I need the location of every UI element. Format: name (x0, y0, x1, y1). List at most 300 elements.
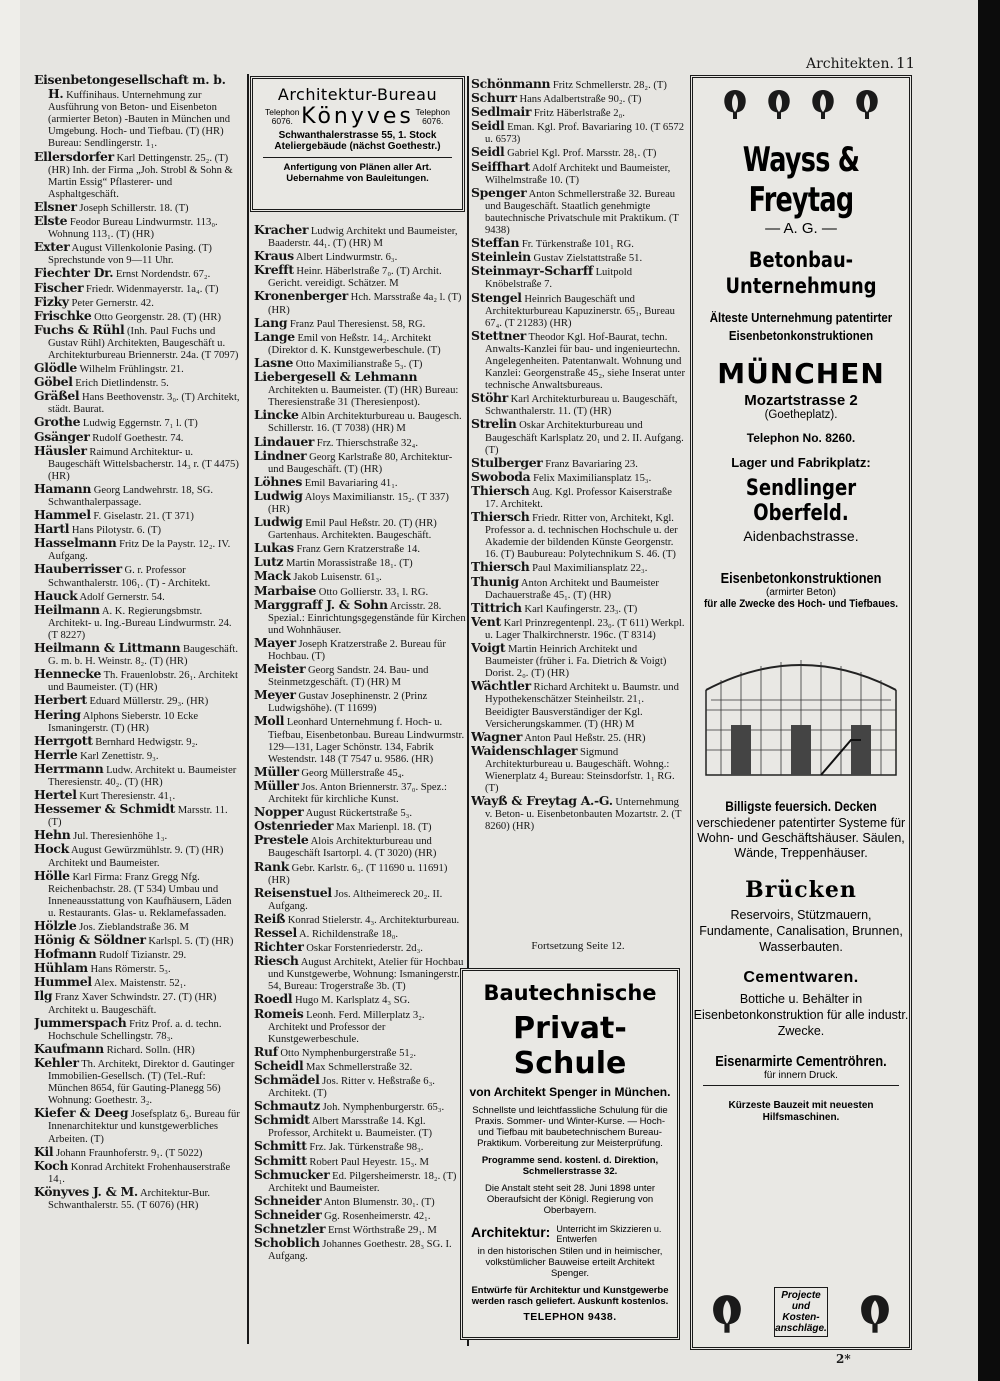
directory-entry (254, 224, 466, 250)
entry-details: A. Richildenstraße 18₀. (299, 928, 399, 940)
entry-details: Wilhelm Frühlingstr. 21. (79, 364, 184, 376)
entry-name: Glödle (34, 360, 78, 376)
armirter-beton: (armirter Beton) (765, 587, 836, 598)
directory-entry (254, 715, 466, 765)
directory-entry (254, 1114, 466, 1140)
entry-details: Frz. Jak. Türkenstraße 98₃. (309, 1142, 424, 1154)
entry-details: Friedr. Widenmayerstr. 1a₄. (T) (86, 283, 219, 295)
entry-name: Voigt (471, 640, 506, 656)
entry-details: Jul. Theresienhöhe 1₃. (73, 831, 168, 843)
entry-details: Feodor Bureau Lindwurmstr. 113₀. Wohnung 113₁. (T) (HR) (48, 217, 218, 241)
ad-bautechnische-privat-schule (460, 968, 680, 1340)
entry-details: Ed. Pilgersheimerstr. 18₂. (T) Architekt und Baumeister. (268, 1170, 457, 1194)
entry-name: Lang (254, 314, 288, 330)
entry-details: Richard Architekt u. Baumstr. und Hypothekenschätzer Steinheilstr. 21₁. Beeidigter Bausverständiger der Kgl. Versicherungskammer. (T) (HR) M (485, 682, 679, 730)
entry-details: Gustav Zielstattstraße 51. (533, 253, 643, 265)
entry-name: Heilmann (34, 601, 100, 617)
entry-details: Anton Architekt und Baumeister Dachauerstraße 45₁. (T) (HR) (485, 577, 659, 601)
entry-details: Martin Morassistraße 18₁. (T) (285, 558, 413, 570)
directory-entry (34, 668, 242, 694)
entry-name: Herbert (34, 692, 87, 708)
entry-name: Thunig (471, 573, 519, 589)
telephon-right: Telephon 6076. (415, 107, 450, 126)
school-paragraph-1: Schnellste und leichtfassliche Schulung für die Praxis. Sommer- und Winter-Kurse. — Hoch- und Tiefbau mit baubetechnischem Bureau-Praktikum. Vorbereitung zur Meisterprüfung. (472, 1105, 668, 1149)
directory-entry (254, 1237, 466, 1263)
directory-entry (34, 74, 242, 151)
entry-name: Rank (254, 858, 290, 874)
entry-details: Ludwig Architekt und Baumeister, Baaderstr. 44₁. (T) (HR) M (268, 226, 458, 250)
entry-details: Otto Gollierstr. 33₁ l. RG. (318, 586, 429, 598)
entry-details: August Villenkolonie Pasing. (T) Sprechstunde von 9—11 Uhr. (48, 243, 212, 267)
entry-name: Schneider (254, 1192, 322, 1208)
entry-details: Joseph Kratzerstraße 2. Bureau für Hochbau. (T) (268, 638, 446, 662)
entry-details: Ludw. Architekt u. Baumeister Theresienstr. 40₂. (T) (HR) (48, 764, 237, 788)
entry-name: Riesch (254, 953, 299, 969)
entry-details: Jos. Zieblandstraße 36. M (79, 922, 189, 933)
entry-name: Strelin (471, 416, 517, 432)
innern-druck: für innern Druck. (764, 1070, 838, 1081)
entry-name: Reiß (254, 910, 286, 926)
signature-mark: 2* (836, 1352, 851, 1366)
directory-entry (34, 642, 242, 668)
directory-entry (471, 418, 685, 456)
school-line-1: Bautechnische (483, 981, 657, 1005)
entry-name: Liebergesell & Lehmann (254, 369, 418, 385)
directory-entry (34, 1183, 242, 1212)
entry-name: Marggraff J. & Sohn (254, 596, 388, 612)
school-paragraph-4: in den historischen Stilen und in heimischer, volkstümlicher Bauweise erteilt Architekt Spenger. (477, 1246, 663, 1279)
architektur-label: Architektur: (471, 1224, 551, 1240)
entry-name: Steffan (471, 235, 520, 251)
entry-name: Hauck (34, 587, 78, 603)
entry-details: Albert Lindwurmstr. 6₃. (295, 252, 398, 264)
entry-details: Karl Prinzregentenpl. 23₀. (T 611) Werkpl. u. Lager Thalkirchnerstr. 196c. (T 8314) (485, 617, 685, 641)
entry-details: Rudolf Tizianstr. 29. (99, 950, 187, 962)
entry-name: Häusler (34, 442, 87, 458)
entry-name: Schmucker (254, 1166, 330, 1182)
entry-details: Emil von Heßstr. 14₂. Architekt (Direktor d. K. Kunstgewerbeschule. (T) (268, 332, 441, 356)
directory-entry (254, 834, 466, 860)
entry-name: Lindauer (254, 433, 315, 449)
entry-details: Heinrich Baugeschäft und Architekturbureau Kapuzinerstr. 65₁, Bureau 67₄. (T 21283) (HR) (485, 293, 675, 329)
entry-name: Schneider (254, 1206, 322, 1222)
entry-name: Fiechter Dr. (34, 265, 114, 281)
entry-name: Gräßel (34, 388, 80, 404)
entry-name: Ostenrieder (254, 818, 334, 834)
ad-title: Architektur-Bureau (277, 85, 438, 104)
entry-name: Kaufmann (34, 1040, 104, 1056)
entry-details: Jos. Altheimereck 20₂. II. Aufgang. (268, 888, 443, 912)
entry-details: Rudolf Goethestr. 74. (92, 432, 184, 444)
directory-entry (471, 795, 685, 833)
entry-details: Fritz Häberlstraße 2₀. (533, 108, 625, 120)
entry-details: Gustav Josephinenstr. 2 (Prinz Ludwigshöhe). (T 11699) (268, 691, 428, 715)
entry-details: Gebr. Karlstr. 6₃. (T 11690 u. 11691) (HR) (268, 862, 448, 886)
directory-entry (254, 516, 466, 542)
entry-name: Stettner (471, 327, 527, 343)
directory-entry (34, 706, 242, 735)
entry-name: Kiefer & Deeg (34, 1105, 129, 1121)
entry-details: Eman. Kgl. Prof. Bavariaring 10. (T 6572 u. 6573) (485, 122, 685, 146)
firm-name: Wayss & Freytag (742, 140, 860, 220)
projecte-kostenanschlaege: Projecte und Kosten-anschläge. (774, 1287, 828, 1337)
entry-name: Schnetzler (254, 1221, 326, 1237)
entry-details: Hans Pilotystr. 6. (T) (71, 525, 162, 537)
entry-details: Fritz Prof. a. d. techn. Hochschule Schellingstr. 78₃. (48, 1018, 222, 1042)
entry-name: Koch (34, 1157, 69, 1173)
entry-details: Anton Blumenstr. 30₁. (T) (323, 1196, 435, 1208)
ad-wayss-freytag (690, 75, 912, 1350)
entry-name: Seiffhart (471, 158, 530, 174)
entry-details: Max Marienpl. 18. (T) (335, 822, 432, 834)
entry-details: Raimund Architektur- u. Baugeschäft Wittelsbacherstr. 14₃ r. (T 4475) (HR) (48, 446, 239, 482)
telephon-left: Telephon 6076. (265, 107, 300, 126)
entry-name: Lutz (254, 554, 284, 570)
directory-entry (471, 680, 685, 730)
ornament-icon (808, 86, 838, 120)
entry-name: Romeis (254, 1005, 304, 1021)
directory-entry (471, 599, 685, 616)
entry-details: Gg. Rosenheimerstr. 42₁. (324, 1210, 431, 1222)
entry-name: Grothe (34, 414, 81, 430)
entry-name: Herrmann (34, 760, 104, 776)
entry-name: Schönmann (471, 78, 551, 91)
entry-details: Leonh. Ferd. Millerplatz 3₂. Architekt und Professor der Kunstgewerbeschule. (268, 1009, 425, 1045)
entry-details: Joh. Nymphenburgerstr. 65₃. (322, 1102, 445, 1114)
entry-details: Alex. Maistenstr. 52₁. (93, 978, 187, 990)
entry-name: Göbel (34, 374, 73, 390)
directory-entry (254, 596, 466, 637)
billigste-decken: Billigste feuersich. Decken (725, 798, 877, 814)
directory-entry (471, 742, 685, 795)
entry-name: Prestele (254, 832, 309, 848)
entry-name: Schmitt (254, 1138, 307, 1154)
entry-name: Nopper (254, 804, 304, 820)
entry-name: Hölle (34, 867, 70, 883)
entry-name: Ruf (254, 1043, 278, 1059)
entry-name: Meister (254, 661, 306, 677)
reservoirs-list: Reservoirs, Stützmauern, Fundamente, Canalisation, Brunnen, Wasserbauten. (699, 908, 903, 954)
school-paragraph-3: Die Anstalt steht seit 28. Juni 1898 unter Oberaufsicht der Königl. Regierung von Oberbayern. (484, 1183, 656, 1216)
directory-entry (34, 442, 242, 483)
entry-details: Aug. Kgl. Professor Kaiserstraße 17. Architekt. (485, 486, 672, 510)
directory-entry (34, 390, 242, 416)
sendlinger-oberfeld: Sendlinger Oberfeld. (745, 476, 857, 526)
entry-details: Hans Römerstr. 5₃. (90, 964, 171, 976)
directory-entry (254, 634, 466, 663)
entry-details: Hch. Marsstraße 4a₂ l. (T) (HR) (268, 292, 462, 316)
entry-details: Franz Paul Theresienst. 58, RG. (289, 318, 426, 330)
entry-details: Otto Nymphenburgerstraße 51₂. (280, 1047, 417, 1059)
entry-name: Ludwig (254, 514, 303, 530)
directory-entry (34, 867, 242, 920)
entry-name: Lindner (254, 447, 307, 463)
school-paragraph-5: Entwürfe für Architektur und Kunstgewerbe werden rasch geliefert. Auskunft kostenlos. (471, 1285, 669, 1307)
entry-details: Fr. Türkenstraße 101₁ RG. (521, 239, 634, 251)
entry-name: Schmautz (254, 1098, 321, 1114)
entry-name: Stulberger (471, 454, 543, 470)
entry-name: Stengel (471, 289, 522, 305)
entry-name: Lukas (254, 540, 294, 556)
directory-entry (34, 1157, 242, 1186)
cementwaren: Cementwaren. (743, 969, 859, 986)
directory-entry (254, 689, 466, 715)
entry-name: Schmitt (254, 1152, 307, 1168)
entry-details: Franz Bavariaring 23. (545, 458, 638, 470)
entry-name: Hummel (34, 974, 92, 990)
entry-details: F. Giselastr. 21. (T 371) (93, 511, 194, 523)
ornament-row-top (693, 86, 909, 120)
directory-entry (254, 409, 466, 435)
entry-name: Hönig & Söldner (34, 932, 146, 948)
entry-name: Fuchs & Rühl (34, 321, 125, 337)
entry-details: Konrad Stielerstr. 4₃. Architekturbureau. (287, 914, 460, 926)
directory-entry (254, 1005, 466, 1046)
note-1: Anfertigung von Plänen aller Art. (283, 162, 432, 173)
entry-name: Kil (34, 1143, 54, 1159)
entry-name: Müller (254, 763, 299, 779)
directory-entry (471, 184, 685, 237)
entry-details: Georg Sandstr. 24. Bau- und Steinmetzgeschäft. (T) (HR) M (268, 665, 429, 689)
entry-name: Elsner (34, 198, 77, 214)
entry-details: Georg Müllerstraße 45₄. (301, 767, 405, 779)
directory-entry (34, 148, 242, 201)
entry-details: Georg Karlstraße 80, Architektur- und Baugeschäft. (T) (HR) (268, 451, 453, 475)
directory-entry (254, 1074, 466, 1100)
entry-details: Ernst Wörthstraße 29₁. M (327, 1225, 437, 1237)
entry-details: Fritz De la Paystr. 12₂. IV. Aufgang. (48, 539, 231, 563)
entry-details: Hugo M. Karlsplatz 4₃ SG. (294, 995, 410, 1007)
firm-ag: — A. G. — (765, 220, 837, 237)
entry-details: Emil Bavariaring 41₁. (304, 477, 398, 489)
entry-details: Johannes Goethestr. 28₃ SG. I. Aufgang. (268, 1239, 452, 1263)
entry-details: Marsstr. 11. (T) (48, 805, 228, 829)
directory-column-3 (471, 78, 685, 948)
entry-details: Albin Architekturbureau u. Baugesch. Schillerstr. 16. (T 7038) (HR) M (268, 411, 462, 435)
entry-name: Meyer (254, 687, 296, 703)
previous-page-edge (0, 0, 22, 1381)
entry-name: Kraus (254, 248, 294, 264)
continuation-note: Fortsetzung Seite 12. (531, 940, 625, 952)
directory-entry (34, 1014, 242, 1043)
entry-name: Hühlam (34, 960, 88, 976)
entry-details: Georg Landwehrstr. 18, SG. Schwanthalerpassage. (48, 484, 214, 508)
entry-name: Gsänger (34, 428, 90, 444)
directory-entry (254, 487, 466, 516)
directory-entry (34, 990, 242, 1016)
verschiedener-systeme: verschiedener patentirter Systeme für Wohn- und Geschäftshäuser. Säulen, Wände, Treppenhäuser. (696, 816, 906, 860)
entry-details: Johann Fraunhoferstr. 9₁. (T 5022) (55, 1147, 203, 1159)
entry-details: Th. Frauenlobstr. 26₁. Architekt und Baumeister. (T) (HR) (48, 670, 238, 694)
directory-entry (471, 511, 685, 561)
directory-entry (254, 371, 466, 409)
entry-details: Sigmund Architekturbureau u. Baugeschäft. Wohng.: Wienerplatz 4₂ Bureau: Steinsdorfstr. 1₁ RG. (T) (485, 746, 675, 795)
cementroehren: Eisenarmirte Cementröhren. (715, 1053, 887, 1070)
entry-details: Frz. Thierschstraße 32₄. (316, 437, 418, 449)
directory-entry (471, 120, 685, 146)
directory-entry (34, 480, 242, 509)
ornament-icon (764, 86, 794, 120)
fuer-alle-zwecke: für alle Zwecke des Hoch- und Tiefbaues. (703, 598, 899, 610)
entry-name: Frischke (34, 307, 92, 323)
ad-architektur-bureau-koenyves (250, 76, 465, 212)
directory-entry (34, 803, 242, 829)
entry-details: Albert Marsstraße 14. Kgl. Professor, Architekt u. Baumeister. (T) (268, 1116, 433, 1140)
directory-entry (471, 573, 685, 602)
entry-name: Hofmann (34, 946, 97, 962)
entry-details: Hans Beethovenstr. 3₀. (T) Architekt, städt. Baurat. (48, 392, 240, 416)
entry-details: August Gewürzmühlstr. 9. (T) (HR) Architekt und Baumeister. (48, 845, 224, 869)
entry-details: Peter Gernerstr. 42. (71, 297, 154, 309)
entry-name: Schoblich (254, 1235, 320, 1251)
entry-details: Th. Architekt, Direktor d. Gautinger Immobilien-Gesellsch. (T) (Tel.-Ruf: München 8654, für Gauting-Planegg 56) Wohnung: Goethestr. 3₂. (48, 1058, 235, 1107)
directory-entry (254, 290, 466, 316)
entry-name: Schurr (471, 90, 517, 106)
entry-details: Jos. Ritter v. Heßstraße 6₃. Architekt. (T) (268, 1076, 435, 1100)
entry-details: A. K. Regierungsbmstr. Architekt- u. Ing.-Bureau Lindwurmstr. 24. (T 8227) (48, 605, 232, 641)
entry-details: Franz Xaver Schwindstr. 27. (T) (HR) Architekt u. Baugeschäft. (48, 992, 217, 1016)
entry-details: Kurt Theresienstr. 41₁. (79, 791, 176, 803)
entry-name: Swoboda (471, 468, 531, 484)
entry-name: Hering (34, 706, 81, 722)
directory-entry (471, 482, 685, 511)
entry-name: Jummerspach (34, 1014, 127, 1030)
entry-details: Alois Architekturbureau und Baugeschäft Isartorpl. 4. (T 3020) (HR) (268, 836, 437, 860)
entry-name: Hauberrisser (34, 561, 122, 577)
entry-name: Moll (254, 713, 285, 729)
divider (263, 157, 452, 158)
entry-details: Karl Zenettistr. 9₃. (80, 750, 159, 762)
entry-details: Richard. Solln. (HR) (106, 1044, 195, 1056)
architektur-side: Unterricht im Skizzieren u. Entwerfen (556, 1224, 662, 1244)
firm-name: Könyves (301, 104, 414, 129)
entry-name: Richter (254, 939, 304, 955)
section-title: Architekten. (806, 56, 894, 72)
directory-entry (34, 601, 242, 642)
directory-entry (254, 542, 466, 556)
entry-name: Steinlein (471, 249, 531, 265)
entry-name: Ilg (34, 988, 53, 1004)
entry-name: Steinmayr-Scharff (471, 263, 593, 279)
telephon: Telephon No. 8260. (746, 431, 856, 445)
entry-name: Hertel (34, 787, 77, 803)
entry-details: Aloys Maximilianstr. 15₂. (T 337) (HR) (268, 491, 449, 515)
entry-details: Karl Firma: Franz Gregg Nfg. Reichenbachstr. 28. (T 534) Umbau und Inneneausstattung von Kaufhäusern, Läden u. Restaurants. Glas- u. Reklamefassaden. (48, 871, 232, 919)
entry-name: Fischer (34, 279, 84, 295)
directory-entry (34, 215, 242, 241)
entry-name: Vent (471, 613, 501, 629)
entry-details: Oskar Forstenriederstr. 2d₃. (306, 943, 423, 955)
entry-name: Wayß & Freytag A.-G. (471, 793, 613, 809)
directory-entry (254, 447, 466, 476)
entry-name: Stöhr (471, 390, 508, 406)
directory-entry (254, 884, 466, 913)
entry-name: Kehler (34, 1054, 79, 1070)
entry-name: Thiersch (471, 559, 530, 575)
entry-name: Herrle (34, 746, 78, 762)
entry-details: Otto Maximilianstraße 5₃. (T) (295, 358, 423, 370)
entry-details: Joseph Schillerstr. 18. (T) (79, 202, 189, 214)
entry-name: Spenger (471, 184, 527, 200)
entry-details: Unternehmung v. Beton- u. Eisenbetonbauten Mozartstr. 2. (T 8260) (HR) (485, 797, 682, 833)
directory-entry (34, 321, 242, 362)
entry-name: Heilmann & Littmann (34, 640, 181, 656)
entry-details: Gabriel Kgl. Prof. Marsstr. 28₁. (T) (507, 148, 657, 160)
entry-details: Adolf Gernerstr. 54. (79, 591, 165, 603)
entry-name: Schmidt (254, 1112, 310, 1128)
aidenbachstrasse: Aidenbachstrasse. (743, 528, 859, 544)
entry-name: Thiersch (471, 509, 530, 525)
entry-details: Fritz Schmellerstr. 28₂. (T) (552, 80, 667, 91)
directory-entry (471, 642, 685, 680)
architektur-row (463, 1216, 677, 1244)
entry-name: Eisenbetongesellschaft m. b. H. (34, 74, 226, 102)
city: MÜNCHEN (717, 357, 885, 390)
entry-name: Schmädel (254, 1072, 320, 1087)
entry-details: Arcisstr. 28. Spezial.: Einrichtungsgegenstände für Kirchen und Wohnhäuser. (268, 600, 466, 636)
atelier: Ateliergebäude (nächst Goethestr.) (274, 141, 441, 152)
entry-name: Hölzle (34, 918, 77, 933)
entry-name: Könyves J. & M. (34, 1183, 138, 1199)
entry-name: Tittrich (471, 599, 522, 615)
entry-name: Lasne (254, 354, 294, 370)
ornament-icon (707, 1290, 747, 1334)
entry-details: Baugeschäft. G. m. b. H. Weinstr. 8₂. (T) (HR) (48, 644, 238, 668)
directory-entry (254, 264, 466, 290)
entry-name: Hamann (34, 480, 92, 496)
directory-entry (254, 858, 466, 887)
entry-details: Eduard Müllerstr. 29₃. (HR) (89, 696, 209, 708)
entry-name: Kronenberger (254, 288, 349, 304)
directory-entry (471, 327, 685, 392)
note-2: Uebernahme von Bauleitungen. (286, 173, 429, 184)
directory-entry (34, 563, 242, 589)
entry-details: Theodor Kgl. Hof-Baurat, techn. Anwalts-Kanzlei für bau- und ingenieurtechn. Angelegenheiten. Patentanwalt. Wohnung und Kanzlei: Georgenstraße 45₂, siehe Inserat unter technische Anwaltsbureaus. (485, 331, 685, 392)
entry-details: Paul Maximiliansplatz 22₃. (532, 563, 648, 575)
address: Schwanthalerstrasse 55, 1. Stock (278, 130, 437, 141)
directory-entry (471, 265, 685, 291)
entry-name: Hammel (34, 507, 91, 523)
ornament-row-bottom (693, 1287, 909, 1337)
entry-details: Architektur-Bur. Schwanthalerstr. 55. (T 6076) (HR) (48, 1187, 211, 1211)
entry-name: Elste (34, 213, 68, 229)
directory-entry (34, 537, 242, 563)
entry-name: Seidl (471, 144, 505, 160)
entry-details: (Inh. Paul Fuchs und Gustav Rühl) Architekten, Baugeschäft u. Architekturbureau Briennerstr. 24a. (T 7097) (48, 325, 239, 361)
entry-details: Josefsplatz 6₃. Bureau für Innenarchitektur und kunstgewerbliches Arbeiten. (T) (48, 1109, 240, 1145)
entry-name: Fizky (34, 293, 69, 309)
entry-name: Sedlmair (471, 104, 532, 120)
eisenbetonkonstruktionen: Eisenbetonkonstruktionen (720, 570, 882, 587)
entry-name: Hartl (34, 521, 70, 537)
entry-name: Lincke (254, 407, 299, 423)
aelteste-unternehmung: Älteste Unternehmung patentirter Eisenbetonkonstruktionen (709, 310, 893, 343)
school-paragraph-2: Programme send. kostenl. d. Direktion, Schmellerstrasse 32. (481, 1155, 659, 1177)
page-edge-shadow (978, 0, 1000, 1381)
entry-name: Mayer (254, 634, 296, 650)
bruecken: Brücken (745, 877, 857, 903)
entry-details: Ludwig Eggernstr. 7₁ l. (T) (82, 418, 198, 430)
school-line-3: von Architekt Spenger in München. (469, 1085, 671, 1099)
entry-details: Bernhard Hedwigstr. 9₂. (95, 736, 198, 748)
entry-details: Kuffinihaus. Unternehmung zur Ausführung von Beton- und Eisenbeton (armierter Beton) -Bauten in München und Umgebung. Hoch- und Tiefbau. (T) (HR) Bureau: Sendlingerstr. 1₁. (48, 90, 231, 150)
entry-name: Müller (254, 777, 299, 793)
entry-details: Ernst Nordendstr. 67₂. (115, 269, 211, 281)
directory-entry (471, 613, 685, 642)
entry-name: Reisenstuel (254, 884, 332, 900)
entry-details: Alphons Sieberstr. 10 Ecke Ismaningerstr. (T) (HR) (48, 710, 199, 734)
entry-name: Hock (34, 841, 69, 857)
